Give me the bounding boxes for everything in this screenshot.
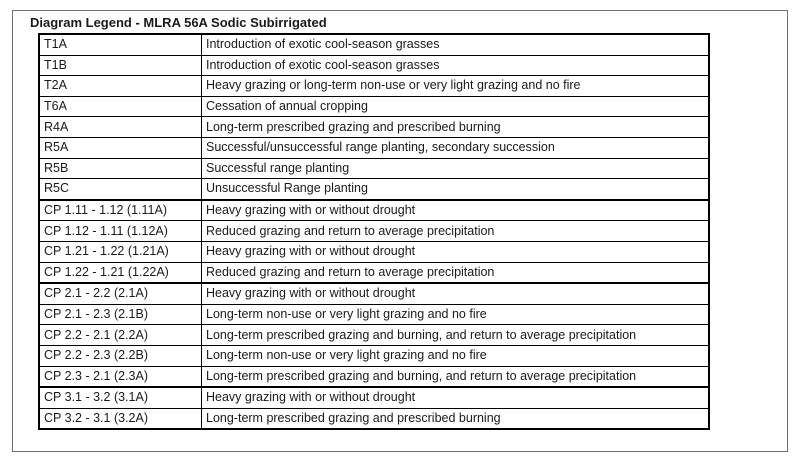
- table-row: [39, 283, 709, 304]
- pathway-description: Heavy grazing with or without drought: [202, 241, 710, 262]
- table-row: [39, 137, 709, 158]
- table-row: [39, 325, 709, 346]
- transition-description: Heavy grazing or long-term non-use or very light grazing and no fire: [202, 76, 710, 97]
- transition-code: R4A: [39, 117, 202, 138]
- transition-code: T2A: [39, 76, 202, 97]
- transition-description: Unsuccessful Range planting: [202, 179, 710, 200]
- table-row: [39, 34, 709, 55]
- pathway-description: Long-term non-use or very light grazing and no fire: [202, 345, 710, 366]
- pathway-description: Long-term non-use or very light grazing and no fire: [202, 304, 710, 325]
- pathway-code: CP 2.1 - 2.3 (2.1B): [39, 304, 202, 325]
- transition-description: Cessation of annual cropping: [202, 96, 710, 117]
- pathway-description: Long-term prescribed grazing and prescribed burning: [202, 408, 710, 429]
- pathway-description: Heavy grazing with or without drought: [202, 283, 710, 304]
- table-row: [39, 76, 709, 97]
- table-row: [39, 345, 709, 366]
- table-row: [39, 200, 709, 221]
- transition-code: R5B: [39, 158, 202, 179]
- transition-code: T6A: [39, 96, 202, 117]
- table-row: [39, 304, 709, 325]
- pathway-description: Reduced grazing and return to average precipitation: [202, 221, 710, 242]
- table-row: [39, 179, 709, 200]
- table-row: [39, 387, 709, 408]
- pathway-code: CP 1.21 - 1.22 (1.21A): [39, 241, 202, 262]
- pathway-description: Heavy grazing with or without drought: [202, 200, 710, 221]
- transition-description: Successful range planting: [202, 158, 710, 179]
- pathway-code: CP 2.1 - 2.2 (2.1A): [39, 283, 202, 304]
- pathway-code: CP 1.11 - 1.12 (1.11A): [39, 200, 202, 221]
- pathway-code: CP 2.3 - 2.1 (2.3A): [39, 366, 202, 387]
- legend-title: Diagram Legend - MLRA 56A Sodic Subirrigated: [30, 15, 327, 30]
- transition-code: T1B: [39, 55, 202, 76]
- transition-description: Introduction of exotic cool-season grasses: [202, 34, 710, 55]
- pathway-code: CP 2.2 - 2.3 (2.2B): [39, 345, 202, 366]
- legend-table: [38, 33, 710, 430]
- table-row: [39, 55, 709, 76]
- transition-code: R5C: [39, 179, 202, 200]
- pathway-code: CP 2.2 - 2.1 (2.2A): [39, 325, 202, 346]
- pathway-description: Reduced grazing and return to average precipitation: [202, 262, 710, 283]
- table-row: [39, 241, 709, 262]
- transition-code: T1A: [39, 34, 202, 55]
- pathway-code: CP 3.1 - 3.2 (3.1A): [39, 387, 202, 408]
- table-row: [39, 117, 709, 138]
- pathway-description: Heavy grazing with or without drought: [202, 387, 710, 408]
- table-row: [39, 262, 709, 283]
- transition-code: R5A: [39, 137, 202, 158]
- transition-description: Long-term prescribed grazing and prescribed burning: [202, 117, 710, 138]
- pathway-description: Long-term prescribed grazing and burning, and return to average precipitation: [202, 325, 710, 346]
- table-row: [39, 221, 709, 242]
- table-row: [39, 408, 709, 429]
- transition-description: Successful/unsuccessful range planting, secondary succession: [202, 137, 710, 158]
- transition-description: Introduction of exotic cool-season grasses: [202, 55, 710, 76]
- table-row: [39, 366, 709, 387]
- table-row: [39, 158, 709, 179]
- pathway-code: CP 1.12 - 1.11 (1.12A): [39, 221, 202, 242]
- table-row: [39, 96, 709, 117]
- pathway-description: Long-term prescribed grazing and burning, and return to average precipitation: [202, 366, 710, 387]
- pathway-code: CP 1.22 - 1.21 (1.22A): [39, 262, 202, 283]
- pathway-code: CP 3.2 - 3.1 (3.2A): [39, 408, 202, 429]
